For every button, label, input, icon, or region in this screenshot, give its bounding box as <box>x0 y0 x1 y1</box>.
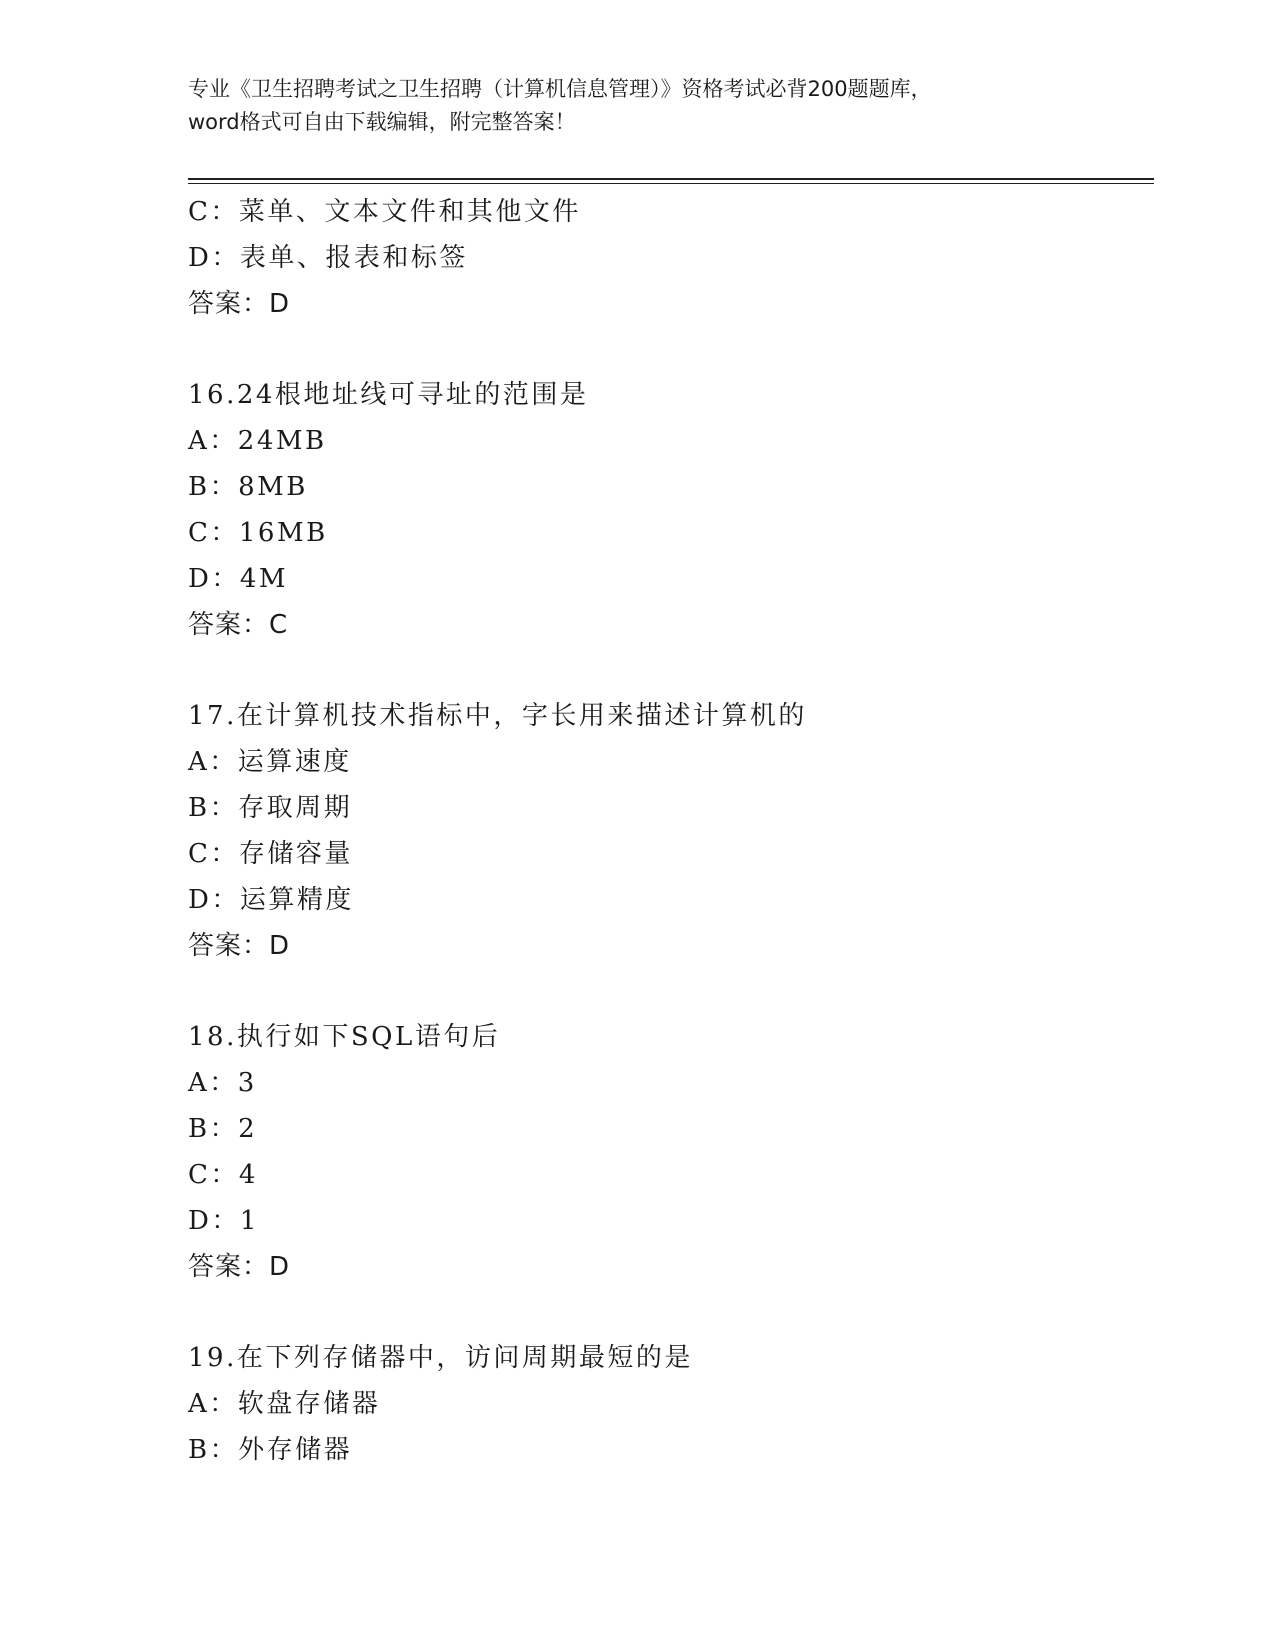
question-text: 19.在下列存储器中，访问周期最短的是 <box>188 1343 693 1373</box>
document-header <box>188 73 1148 139</box>
option-a: A：运算速度 <box>188 747 352 777</box>
header-title-line-2: word格式可自由下载编辑，附完整答案！ <box>188 110 576 134</box>
question-15-partial <box>188 189 1148 327</box>
answer-line: 答案：D <box>188 931 291 961</box>
header-divider-thin <box>188 183 1154 184</box>
option-c: C：菜单、文本文件和其他文件 <box>188 197 581 227</box>
option-c: C：4 <box>188 1160 258 1190</box>
option-d: D：表单、报表和标签 <box>188 243 468 273</box>
spacer <box>188 969 1148 1014</box>
option-b: B：存取周期 <box>188 793 353 823</box>
question-text: 16.24根地址线可寻址的范围是 <box>188 380 589 410</box>
spacer <box>188 1290 1148 1335</box>
option-a: A：24MB <box>188 426 327 456</box>
question-list <box>188 189 1148 1473</box>
answer-line: 答案：C <box>188 610 289 640</box>
option-c: C：16MB <box>188 518 328 548</box>
option-a: A：软盘存储器 <box>188 1389 381 1419</box>
question-text: 17.在计算机技术指标中，字长用来描述计算机的 <box>188 701 807 731</box>
header-divider-thick <box>188 178 1154 180</box>
question-text: 18.执行如下SQL语句后 <box>188 1022 501 1052</box>
question-18 <box>188 1014 1148 1290</box>
header-title-line-1: 专业《卫生招聘考试之卫生招聘（计算机信息管理）》资格考试必背200题题库， <box>188 77 932 101</box>
option-d: D：4M <box>188 564 289 594</box>
option-a: A：3 <box>188 1068 257 1098</box>
option-b: B：外存储器 <box>188 1435 353 1465</box>
option-d: D：1 <box>188 1206 259 1236</box>
question-16 <box>188 372 1148 648</box>
question-17 <box>188 693 1148 969</box>
spacer <box>188 648 1148 693</box>
option-b: B：2 <box>188 1114 258 1144</box>
option-b: B：8MB <box>188 472 308 502</box>
answer-line: 答案：D <box>188 1252 291 1282</box>
option-d: D：运算精度 <box>188 885 354 915</box>
answer-line: 答案：D <box>188 289 291 319</box>
spacer <box>188 327 1148 372</box>
question-19 <box>188 1335 1148 1473</box>
option-c: C：存储容量 <box>188 839 353 869</box>
